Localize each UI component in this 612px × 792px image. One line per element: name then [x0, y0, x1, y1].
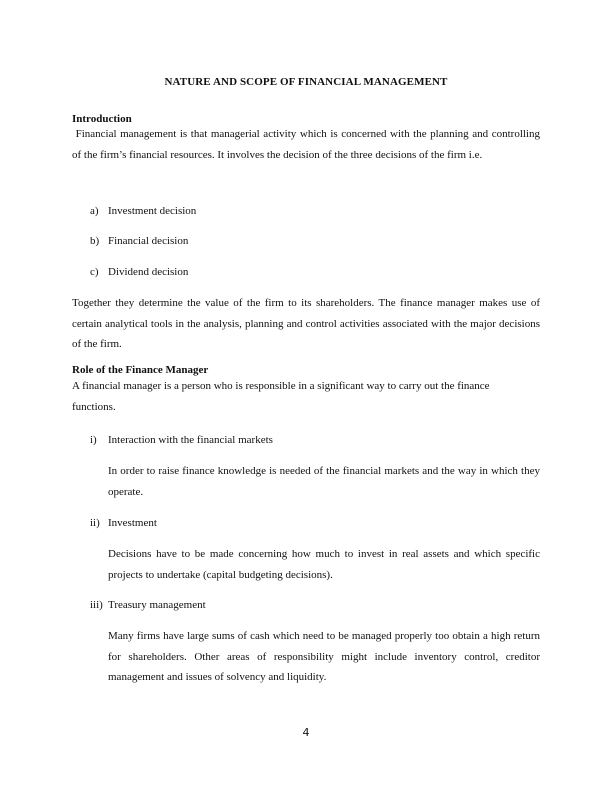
page-number: 4	[302, 726, 310, 739]
role-heading: Role of the Finance Manager	[72, 364, 209, 376]
role-item-description: Decisions have to be made concerning how much to invest in real assets and which specific projects to undertake (capital budgeting decisions).	[108, 548, 540, 581]
role-list-item	[90, 517, 157, 529]
role-list-item	[90, 434, 273, 446]
list-marker: iii)	[90, 599, 103, 611]
list-marker: a)	[90, 205, 99, 217]
list-label: Dividend decision	[108, 266, 189, 278]
decision-list-item	[90, 235, 540, 247]
decision-list-item	[90, 205, 540, 217]
introduction-paragraph: Financial management is that managerial activity which is concerned with the planning and controlling of the firm’s financial resources. It involves the decision of the three decisions of the firm i.e.	[72, 128, 540, 161]
role-item-description: Many firms have large sums of cash which need to be managed properly too obtain a high return for shareholders. Other areas of responsibility might include inventory control, creditor management and issues of solvency and liquidity.	[108, 630, 540, 683]
list-label: Investment decision	[108, 205, 197, 217]
introduction-heading: Introduction	[72, 113, 132, 125]
role-paragraph: A financial manager is a person who is responsible in a significant way to carry out the finance functions.	[72, 380, 490, 413]
decision-list-item	[90, 266, 540, 278]
list-label: Treasury management	[108, 599, 206, 611]
list-marker: c)	[90, 266, 99, 278]
list-marker: i)	[90, 434, 97, 446]
list-label: Investment	[108, 517, 157, 529]
list-label: Financial decision	[108, 235, 189, 247]
list-label: Interaction with the financial markets	[108, 434, 273, 446]
list-marker: b)	[90, 235, 100, 247]
list-marker: ii)	[90, 517, 100, 529]
role-list-item	[90, 599, 206, 611]
introduction-closing-paragraph: Together they determine the value of the firm to its shareholders. The finance manager makes use of certain analytical tools in the analysis, planning and control activities associated with the major decisions of the firm.	[72, 297, 540, 350]
role-item-description: In order to raise finance knowledge is needed of the financial markets and the way in which they operate.	[108, 465, 540, 498]
document-title: NATURE AND SCOPE OF FINANCIAL MANAGEMENT	[164, 76, 448, 88]
